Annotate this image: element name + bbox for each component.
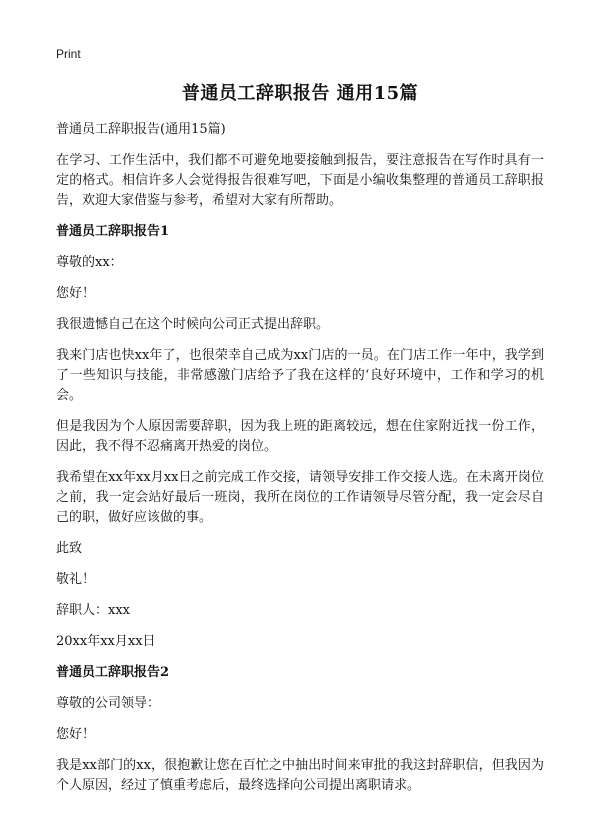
report-1-paragraph: 我希望在xx年xx月xx日之前完成工作交接，请领导安排工作交接人选。在未离开岗位之前，我一定会站好最后一班岗，我所在岗位的工作请领导尽管分配，我一定会尽自己的职，做好应该做的事。 <box>56 470 544 525</box>
intro-paragraph: 在学习、工作生活中，我们都不可避免地要接触到报告，要注意报告在写作时具有一定的格式。相信许多人会觉得报告很难写吧，下面是小编收集整理的普通员工辞职报告，欢迎大家借鉴与参考，希望对大家有所帮助。 <box>56 153 544 208</box>
report-2-paragraph: 我是xx部门的xx，很抱歉让您在百忙之中抽出时间来审批的我这封辞职信，但我因为个人原因，经过了慎重考虑后，最终选择向公司提出离职请求。 <box>56 758 544 793</box>
report-1-paragraph: 我很遗憾自己在这个时候向公司正式提出辞职。 <box>56 317 330 332</box>
document-subtitle: 普通员工辞职报告(通用15篇) <box>56 122 226 137</box>
report-1-closing-salute: 敬礼！ <box>56 572 96 587</box>
document-body <box>56 120 544 807</box>
report-1-paragraph: 我来门店也快xx年了，也很荣幸自己成为xx门店的一员。在门店工作一年中，我学到了一些知识与技能，非常感激门店给予了我在这样的‘良好环境中，工作和学习的机会。 <box>56 348 544 403</box>
report-2-greeting: 您好！ <box>56 727 96 742</box>
report-1-closing: 此致 <box>56 541 83 556</box>
report-1-salutation: 尊敬的xx： <box>56 255 123 270</box>
page-title: 普通员工辞职报告 通用15篇 <box>181 83 419 104</box>
report-1-greeting: 您好！ <box>56 286 96 301</box>
print-link[interactable]: Print <box>56 47 81 61</box>
report-1-date: 20xx年xx月xx日 <box>56 634 156 649</box>
report-1-paragraph: 但是我因为个人原因需要辞职，因为我上班的距离较远，想在住家附近找一份工作，因此，我不得不忍痛离开热爱的岗位。 <box>56 419 544 454</box>
report-1-heading: 普通员工辞职报告1 <box>56 224 170 239</box>
report-2-heading: 普通员工辞职报告2 <box>56 665 170 680</box>
report-1-signature: 辞职人：xxx <box>56 603 130 618</box>
report-2-salutation: 尊敬的公司领导： <box>56 696 161 711</box>
